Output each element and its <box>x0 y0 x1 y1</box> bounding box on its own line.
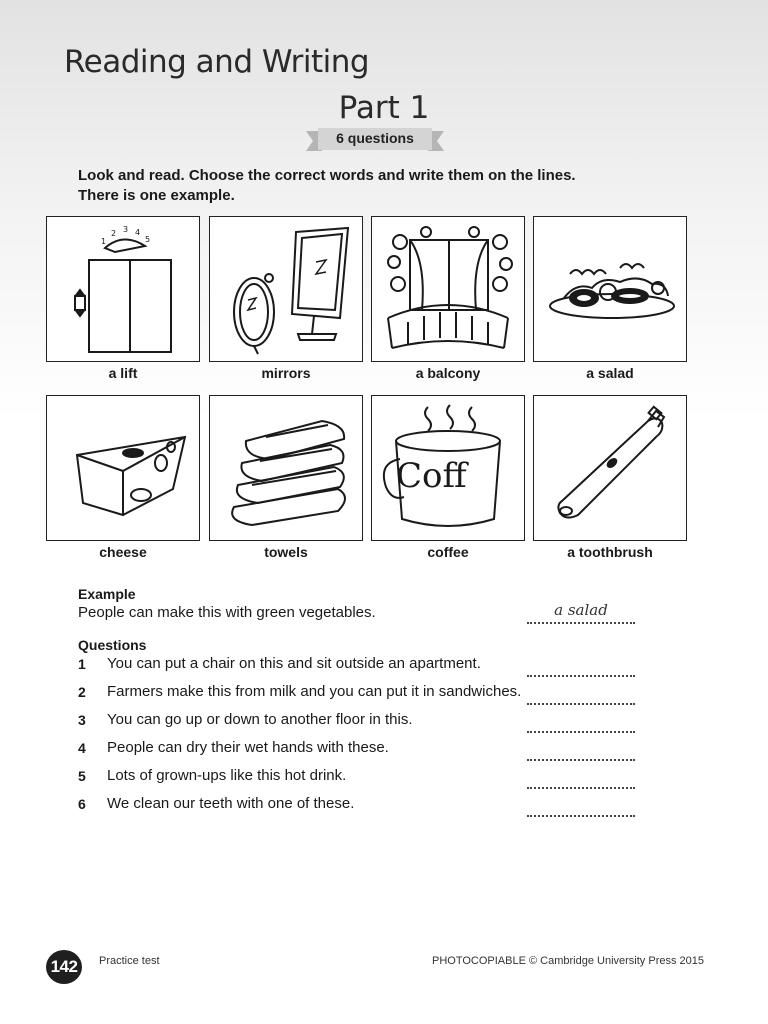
questions-count-banner <box>306 128 444 154</box>
salad-icon <box>540 222 680 356</box>
picture-toothbrush <box>533 395 687 561</box>
page-footer <box>0 950 768 986</box>
question-text: Lots of grown-ups like this hot drink. <box>107 767 347 784</box>
instructions-line-2: There is one example. <box>78 186 235 204</box>
footer-copyright: PHOTOCOPIABLE © Cambridge University Press 2015 <box>432 955 704 967</box>
section-title: Reading and Writing <box>64 44 370 80</box>
example-answer-line <box>527 601 635 624</box>
question-text: Farmers make this from milk and you can put it in sandwiches. <box>107 683 522 700</box>
picture-coffee <box>371 395 525 561</box>
answer-line-5[interactable] <box>527 769 635 789</box>
question-text: You can put a chair on this and sit outside an apartment. <box>107 655 481 672</box>
balcony-icon <box>378 222 518 356</box>
lift-floor-2: 2 <box>111 229 117 238</box>
question-row <box>78 766 638 786</box>
question-number: 4 <box>78 740 86 756</box>
page-number: 142 <box>46 950 82 984</box>
example-section <box>78 585 638 621</box>
question-number: 1 <box>78 656 86 672</box>
question-row <box>78 738 638 758</box>
mirrors-icon <box>216 222 356 356</box>
lift-floor-4: 4 <box>135 228 141 237</box>
questions-heading: Questions <box>78 637 147 653</box>
answer-line-1[interactable] <box>527 657 635 677</box>
question-text: People can dry their wet hands with these. <box>107 739 389 756</box>
picture-mirrors <box>209 216 363 382</box>
question-number: 6 <box>78 796 86 812</box>
lift-floor-3: 3 <box>123 225 129 234</box>
picture-label: coffee <box>427 544 469 560</box>
picture-label: a toothbrush <box>567 544 653 560</box>
picture-lift <box>46 216 200 382</box>
picture-label: a balcony <box>415 365 481 381</box>
picture-towels <box>209 395 363 561</box>
picture-label: a lift <box>108 365 138 381</box>
question-row <box>78 682 638 702</box>
answer-line-2[interactable] <box>527 685 635 705</box>
coffee-icon <box>378 401 518 535</box>
picture-label: towels <box>264 544 308 560</box>
towels-icon <box>216 401 356 535</box>
question-number: 3 <box>78 712 86 728</box>
picture-salad <box>533 216 687 382</box>
questions-section <box>78 636 638 812</box>
picture-cheese <box>46 395 200 561</box>
cheese-icon <box>53 401 193 535</box>
example-text: People can make this with green vegetables. <box>78 604 376 621</box>
question-row <box>78 654 638 674</box>
picture-label: cheese <box>99 544 147 560</box>
coffee-mug-text: Coff <box>396 456 467 496</box>
question-row <box>78 710 638 730</box>
toothbrush-icon <box>540 401 680 535</box>
question-text: You can go up or down to another floor in this. <box>107 711 413 728</box>
example-heading: Example <box>78 586 136 602</box>
questions-count: 6 questions <box>336 130 414 146</box>
question-number: 5 <box>78 768 86 784</box>
answer-line-4[interactable] <box>527 741 635 761</box>
answer-line-6[interactable] <box>527 797 635 817</box>
question-text: We clean our teeth with one of these. <box>107 795 355 812</box>
picture-label: a salad <box>586 365 634 381</box>
answer-line-3[interactable] <box>527 713 635 733</box>
lift-icon <box>53 222 193 356</box>
question-number: 2 <box>78 684 86 700</box>
example-answer: a salad <box>554 601 608 619</box>
instructions <box>78 166 638 205</box>
question-row <box>78 794 638 814</box>
instructions-line-1: Look and read. Choose the correct words and write them on the lines. <box>78 167 576 184</box>
lift-floor-1: 1 <box>101 237 107 246</box>
part-title: Part 1 <box>338 90 430 126</box>
picture-label: mirrors <box>261 365 311 381</box>
lift-floor-5: 5 <box>145 235 151 244</box>
footer-left-text: Practice test <box>99 955 160 967</box>
picture-balcony <box>371 216 525 382</box>
picture-grid <box>46 216 690 566</box>
